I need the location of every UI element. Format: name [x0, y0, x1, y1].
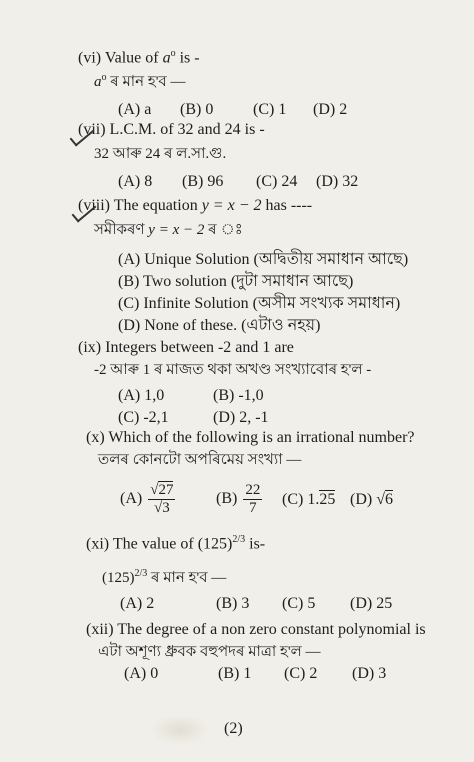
q10-assamese: তলৰ কোনটো অপৰিমেয় সংখ্যা —: [98, 452, 302, 468]
q7-option-b: (B) 96: [182, 173, 224, 190]
q7-option-d: (D) 32: [316, 173, 359, 190]
q9-option-c: (C) -2,1: [118, 409, 169, 426]
q10-option-a-denominator: 3: [162, 499, 170, 516]
q12-option-a: (A) 0: [124, 665, 159, 682]
q6-option-c: (C) 1: [253, 101, 287, 118]
q6-option-a: (A) a: [118, 101, 152, 118]
q12-option-d: (D) 3: [352, 665, 387, 682]
q8-text-a: The equation: [113, 197, 198, 214]
q10-option-d-label: (D): [350, 491, 373, 508]
q6-text-b: is -: [179, 49, 200, 67]
q8-text-b: has ----: [265, 197, 313, 214]
q10-option-a: [120, 478, 175, 520]
q9-option-d: (D) 2, -1: [213, 409, 269, 426]
q6-as-var: a: [94, 74, 102, 90]
q8-option-c: (C) Infinite Solution (অসীম সংখ্যক সমাধান): [118, 295, 401, 312]
q11-line: [86, 530, 265, 554]
q10-text: Which of the following is an irrational number?: [108, 429, 415, 446]
q8-as-equation: y = x − 2: [148, 222, 205, 238]
q9-label: (ix): [78, 339, 102, 356]
q12-assamese: এটা অশূণ্য ধ্ৰুবক বহুপদৰ মাত্ৰা হ'ল —: [98, 644, 321, 660]
q10-line: [86, 428, 415, 448]
q10-option-b-label: (B): [216, 490, 238, 507]
q7-label: (vii): [78, 121, 106, 138]
q8-line: [78, 196, 312, 216]
paper-smudge: [150, 715, 210, 745]
q6-text-a: Value of: [104, 49, 159, 67]
q6-option-d: (D) 2: [313, 101, 348, 118]
q11-exponent: 2/3: [232, 534, 246, 545]
q10-option-c-repeating: 25: [319, 491, 336, 508]
q10-option-d-value: 6: [385, 491, 393, 508]
q6-as-text: ৰ মান হ'ব —: [110, 74, 186, 90]
q7-option-c: (C) 24: [256, 173, 298, 190]
q9-assamese: -2 আৰু 1 ৰ মাজত থকা অখণ্ড সংখ্যাবোৰ হ'ল -: [94, 362, 372, 378]
q11-text-b: is-: [249, 535, 266, 553]
q10-option-d: (D) √6: [350, 491, 393, 508]
q9-line: [78, 338, 294, 358]
q6-label: (vi): [78, 49, 102, 67]
q10-option-c-label: (C): [282, 491, 304, 508]
q11-option-a: (A) 2: [120, 595, 155, 612]
q12-option-c: (C) 2: [284, 665, 318, 682]
q8-as-a: সমীকৰণ: [94, 222, 145, 238]
q7-option-a: (A) 8: [118, 173, 153, 190]
q9-text: Integers between -2 and 1 are: [105, 339, 294, 356]
q10-option-b: [216, 478, 262, 520]
q11-as-text: ৰ মান হ'ব —: [151, 570, 227, 586]
q7-line: [78, 120, 265, 140]
q6-line: (vi) Value of $a^o$ is -: [78, 48, 200, 67]
q11-base: (125): [197, 535, 233, 553]
q8-as-b: ৰ ঃ: [208, 222, 243, 238]
page-number: (2): [224, 720, 243, 737]
q7-text: L.C.M. of 32 and 24 is -: [109, 121, 265, 138]
q11-assamese: [102, 564, 226, 588]
q10-option-b-fraction: [243, 482, 262, 517]
q12-option-b: (B) 1: [218, 665, 252, 682]
q10-option-b-numerator: 22: [245, 481, 261, 498]
q12-line: [86, 620, 426, 640]
q10-option-a-label: (A): [120, 490, 143, 507]
q11-label: (xi): [86, 535, 110, 553]
q8-assamese: [94, 220, 243, 240]
q11-as-base: (125): [102, 570, 135, 586]
q6-option-b: (B) 0: [180, 101, 214, 118]
q7-assamese: 32 আৰু 24 ৰ ল.সা.গু.: [94, 146, 227, 162]
q8-option-d: (D) None of these. (এটাও নহয়): [118, 317, 321, 334]
q9-option-a: (A) 1,0: [118, 387, 165, 404]
q8-equation: y = x − 2: [201, 197, 262, 214]
q8-option-b: (B) Two solution (দুটা সমাধান আছে): [118, 273, 354, 290]
q12-text: The degree of a non zero constant polynomial is: [117, 621, 426, 638]
q11-option-b: (B) 3: [216, 595, 250, 612]
q8-label: (viii): [78, 197, 110, 214]
q6-assamese: $a^o$ ৰ মান হ'ব —: [94, 72, 186, 90]
q11-option-d: (D) 25: [350, 595, 393, 612]
q11-text-a: The value of: [112, 535, 194, 553]
q11-option-c: (C) 5: [282, 595, 316, 612]
q11-as-exponent: 2/3: [134, 568, 148, 579]
q10-option-a-fraction: $\frac{√27}{√3}$: [150, 481, 174, 516]
q10-option-c-value: 1.: [307, 491, 320, 508]
q10-label: (x): [86, 429, 105, 446]
q10-option-c: [282, 490, 335, 510]
q10-option-a-numerator: 27: [158, 481, 174, 498]
q8-option-a: (A) Unique Solution (অদ্বিতীয় সমাধান আছে): [118, 251, 409, 268]
q6-var: a: [162, 49, 171, 67]
q10-option-b-denominator: 7: [249, 499, 257, 516]
q12-label: (xii): [86, 621, 114, 638]
q9-option-b: (B) -1,0: [213, 387, 264, 404]
